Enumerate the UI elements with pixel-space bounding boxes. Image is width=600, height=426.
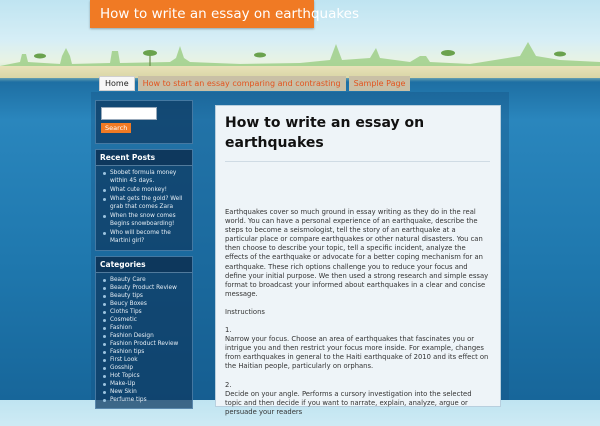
category-link[interactable]: Make-Up	[100, 380, 189, 388]
recent-posts-widget	[95, 149, 193, 251]
post-paragraph: Earthquakes cover so much ground in essay writing as they do in the real world. You can have a personal experience of an earthquake, describe the steps to become a seismologist, tell the story of an earthquake at a particular place or compare earthquakes or other natural disasters. You can then choose to describe your topic, tell a specific incident, analyze the effects of the earthquake or advocate for a better coping mechanism for an earthquake. These rich options challenge you to reduce your focus and define your initial purpose. We then used a strong research and simple essay format to broadcast your informed about earthquakes in a clear and concise message.	[225, 208, 489, 298]
recent-post-link[interactable]: When the snow comes Begins snowboarding!	[100, 212, 189, 228]
post-step-number: 2.	[225, 380, 232, 389]
post-paragraph: Narrow your focus. Choose an area of earthquakes that fascinates you or intrigue you and then restrict your focus more inside. For example, changes from earthquakes in general to the Haiti earthquake of 2010 and its effect on the Haitian people, particularly on orphans.	[225, 335, 489, 371]
category-link[interactable]: Gosship	[100, 364, 189, 372]
post-body	[225, 208, 489, 426]
post-title: How to write an essay on earthquakes	[225, 115, 425, 151]
post-paragraph: Instructions	[225, 307, 265, 316]
recent-post-link[interactable]: What gets the gold? Well grab that comes Zara	[100, 195, 189, 211]
recent-post-link[interactable]: Who will become the Martini girl?	[100, 229, 189, 245]
site-title-box[interactable]	[90, 0, 360, 28]
categories-widget	[95, 256, 193, 409]
nav-item-how-to-start-essay[interactable]: How to start an essay comparing and contrasting	[138, 76, 346, 91]
category-link[interactable]: Perfume tips	[100, 396, 189, 404]
category-link[interactable]: Fashion Product Review	[100, 340, 189, 348]
recent-posts-list	[96, 166, 192, 250]
category-link[interactable]: Fashion tips	[100, 348, 189, 356]
nav-item-sample-page[interactable]: Sample Page	[349, 76, 411, 91]
category-link[interactable]: First Look	[100, 356, 189, 364]
main-navigation	[99, 76, 410, 91]
category-link[interactable]: Fashion Design	[100, 332, 189, 340]
category-link[interactable]: Beauty tips	[100, 292, 189, 300]
categories-list	[96, 273, 192, 408]
category-link[interactable]: Cloths Tips	[100, 308, 189, 316]
post-step-number: 1.	[225, 326, 232, 335]
search-widget	[95, 100, 193, 144]
category-link[interactable]: Cosmetic	[100, 316, 189, 324]
category-link[interactable]: Hot Topics	[100, 372, 189, 380]
sidebar	[95, 100, 193, 414]
category-link[interactable]: Beauty Care	[100, 276, 189, 284]
post-panel	[215, 105, 501, 416]
search-button[interactable]: Search	[101, 123, 131, 133]
recent-posts-heading: Recent Posts	[96, 150, 192, 166]
categories-heading: Categories	[96, 257, 192, 273]
divider	[225, 161, 490, 162]
post-paragraph: Decide on your angle. Performs a cursory investigation into the selected topic and then decide if you want to narrate, explain, analyze, argue or persuade your readers	[225, 389, 472, 416]
category-link[interactable]: Beucy Boxes	[100, 300, 189, 308]
category-link[interactable]: New Skin	[100, 388, 189, 396]
recent-post-link[interactable]: What cute monkey!	[100, 186, 189, 194]
category-link[interactable]: Fashion	[100, 324, 189, 332]
search-input[interactable]	[101, 107, 157, 120]
nav-item-home[interactable]: Home	[99, 76, 135, 91]
site-title[interactable]: How to write an essay on earthquakes	[100, 6, 360, 22]
category-link[interactable]: Beauty Product Review	[100, 284, 189, 292]
recent-post-link[interactable]: Sbobet formula money within 45 days.	[100, 169, 189, 185]
